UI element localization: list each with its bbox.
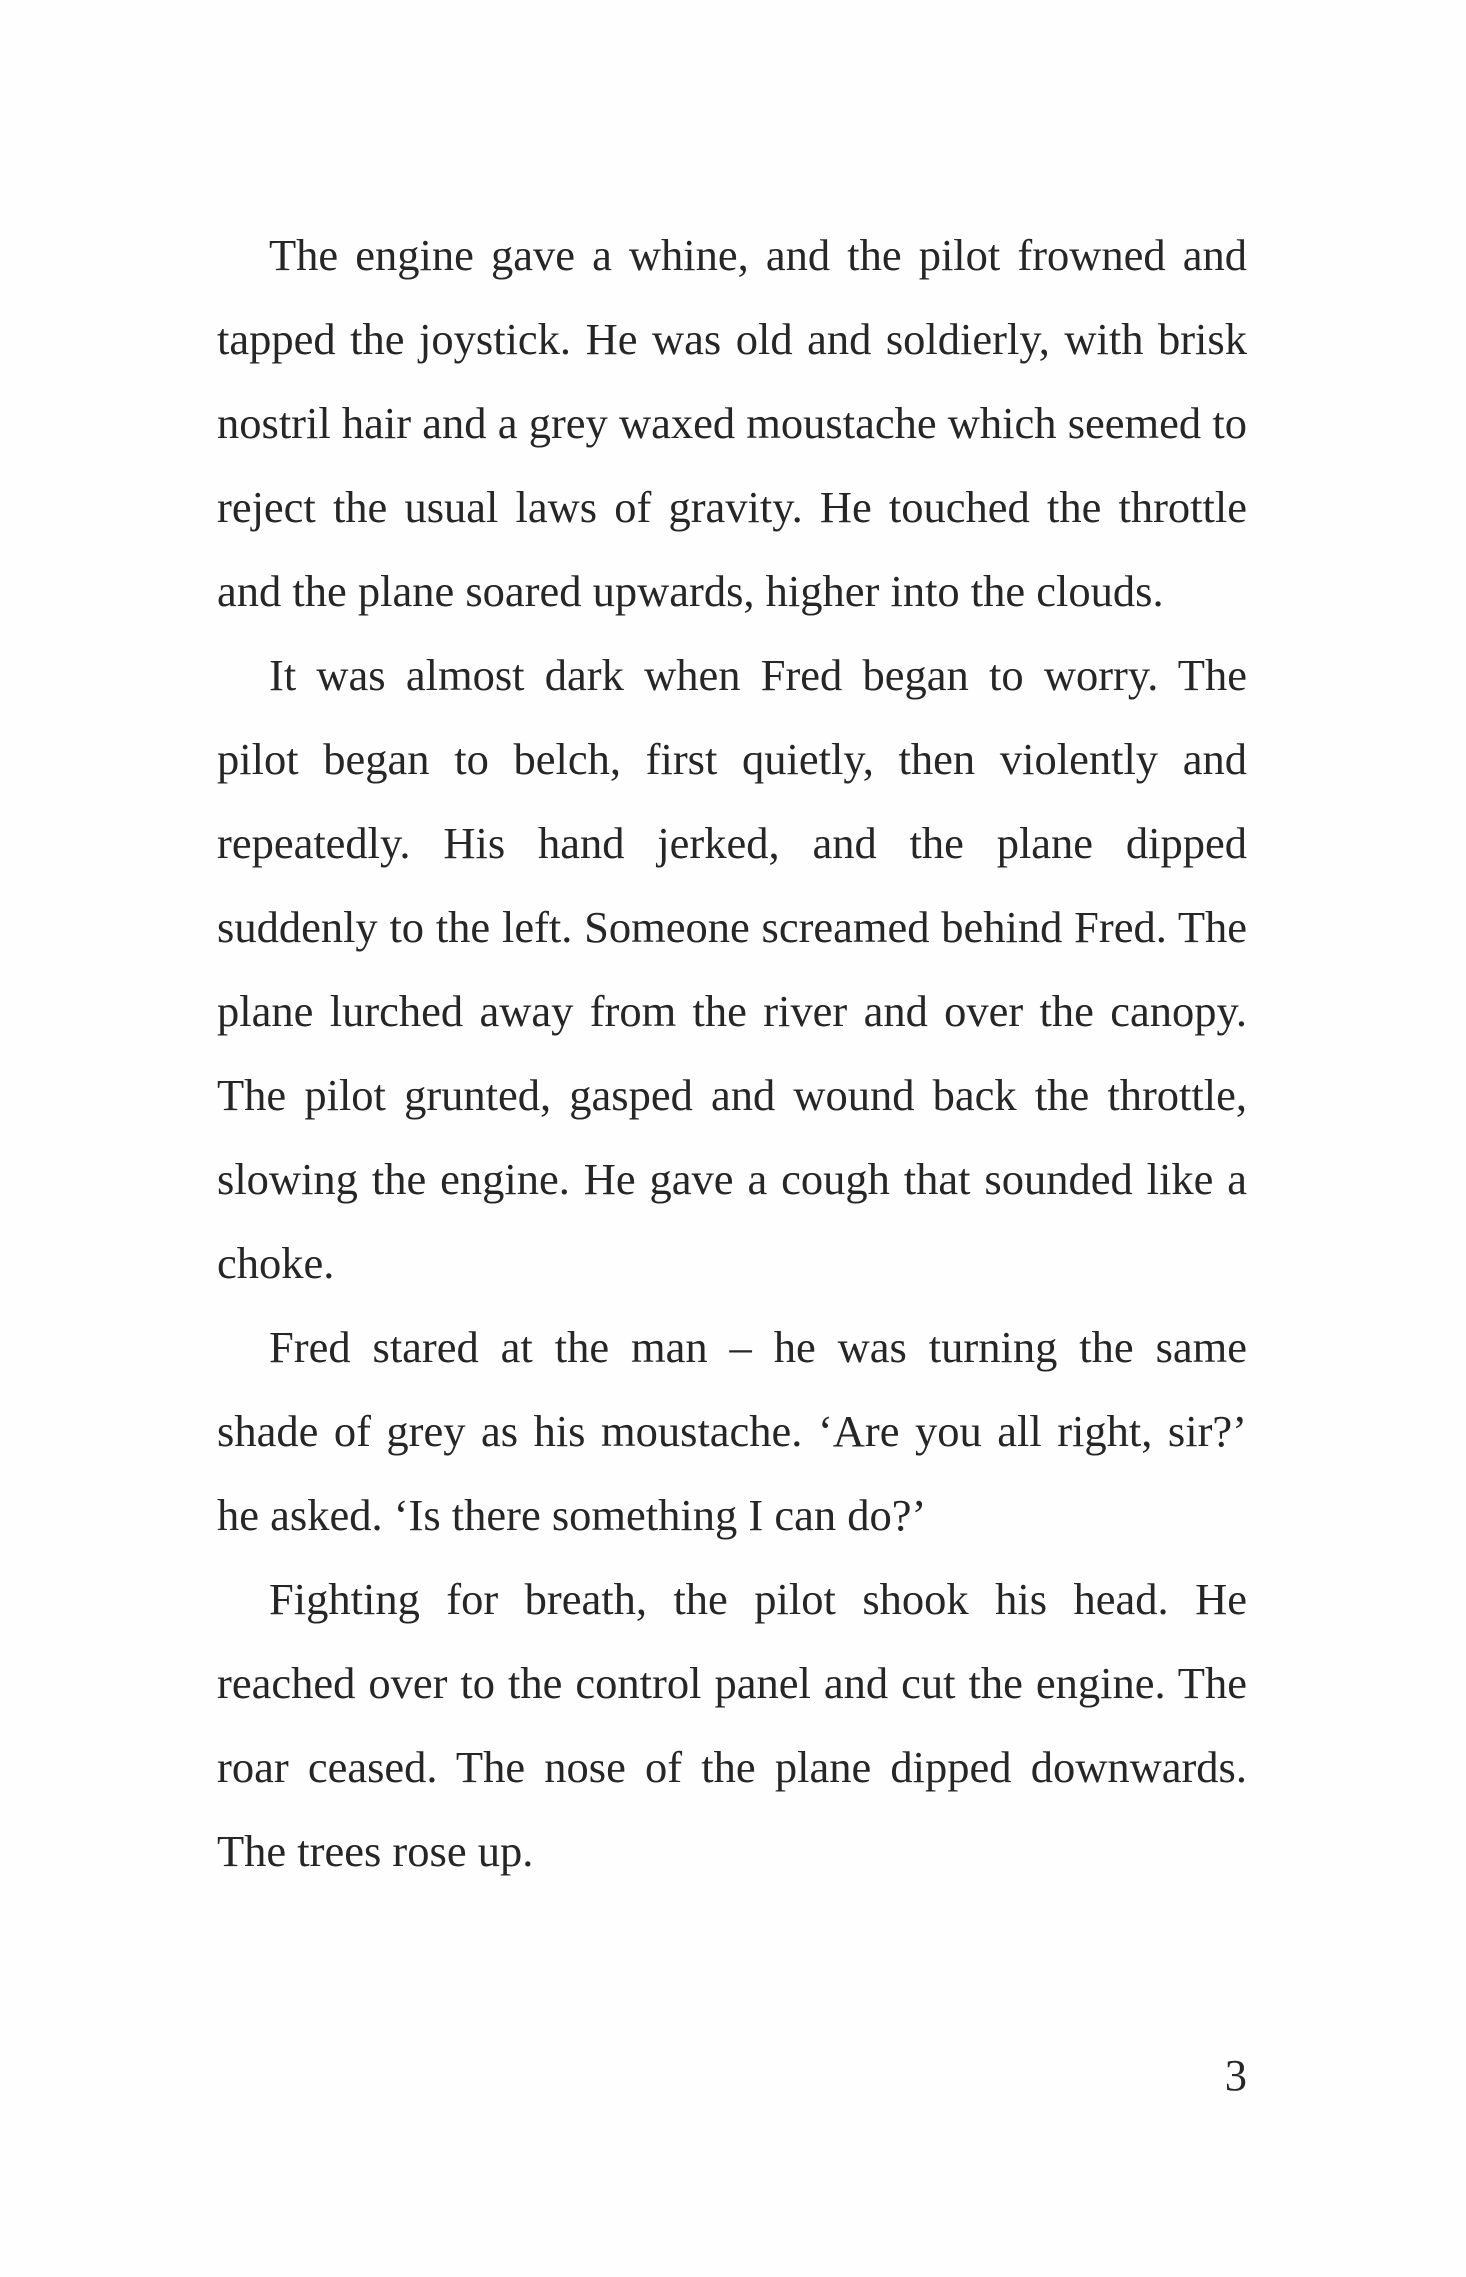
paragraph-1: The engine gave a whine, and the pilot frowned and tapped the joystick. He was old and soldierly, with brisk nostril hair and a grey waxed moustache which seemed to reject the usual laws of gravity. He touched the throttle and the plane soared upwards, higher into the clouds.: [217, 230, 1247, 616]
paragraph-2: It was almost dark when Fred began to worry. The pilot began to belch, first quietly, then violently and repeatedly. His hand jerked, and the plane dipped suddenly to the left. Someone screamed behind Fred. The plane lurched away from the river and over the canopy. The pilot grunted, gasped and wound back the throttle, slowing the engine. He gave a cough that sounded like a choke.: [217, 650, 1247, 1288]
paragraph-4: Fighting for breath, the pilot shook his head. He reached over to the control panel and cut the engine. The roar ceased. The nose of the plane dipped downwards. The trees rose up.: [217, 1574, 1247, 1876]
body-text: [217, 213, 1247, 1893]
page-number: 3: [1224, 2050, 1247, 2100]
paragraph-3: Fred stared at the man – he was turning the same shade of grey as his moustache. ‘Are you all right, sir?’ he asked. ‘Is there something I can do?’: [217, 1322, 1247, 1540]
